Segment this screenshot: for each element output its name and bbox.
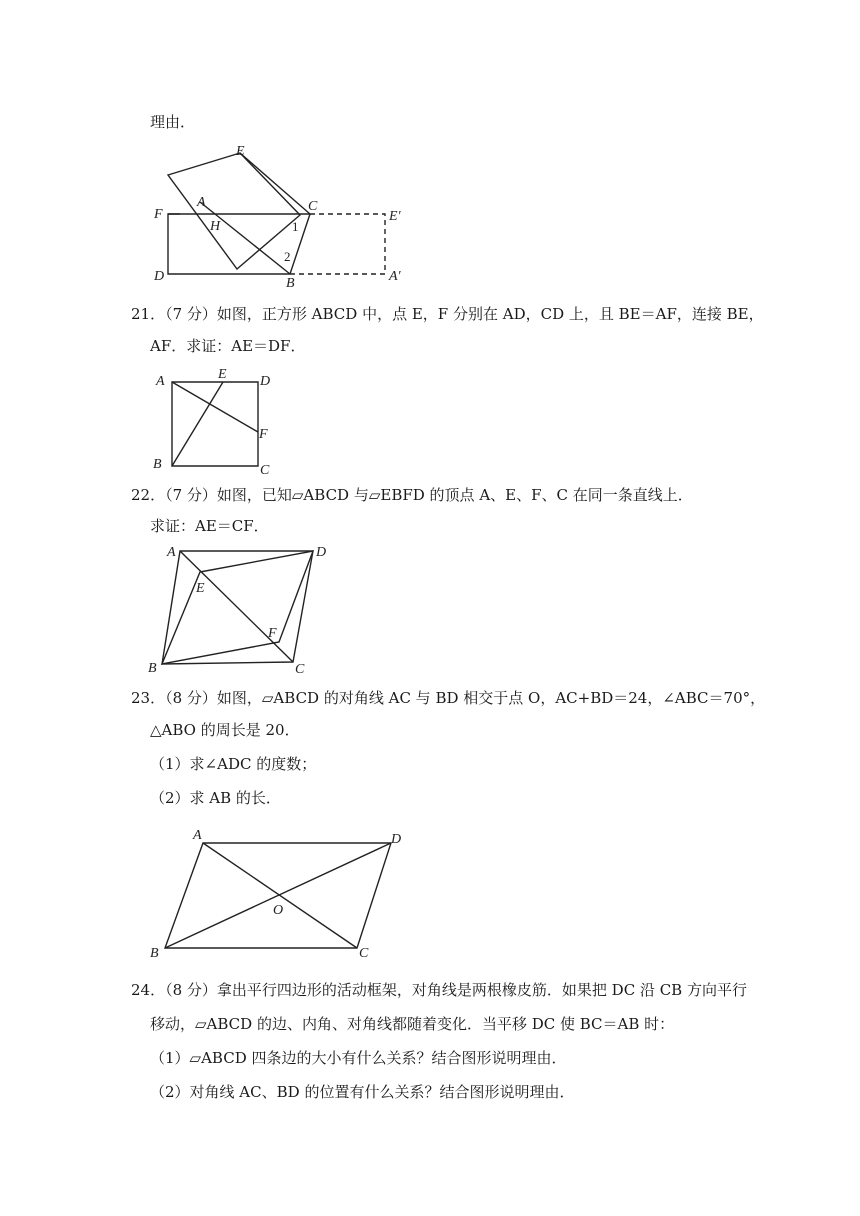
fig20-label-E-prime: E′ <box>389 209 401 224</box>
fig20-label-C: C <box>308 199 318 214</box>
problem-24-part-2: （2）对角线 AC、BD 的位置有什么关系？结合图形说明理由． <box>150 1083 575 1101</box>
fig20-edge-EC <box>240 153 310 214</box>
fig22-label-E: E <box>196 581 205 596</box>
figure-problem-23 <box>145 822 415 964</box>
fig21-label-E: E <box>218 367 227 382</box>
fig22-label-C: C <box>295 662 305 677</box>
fig21-label-F: F <box>259 427 268 442</box>
fig21-segment-AF <box>172 382 258 432</box>
fig21-label-B: B <box>153 457 162 472</box>
fig22-label-A: A <box>167 545 176 560</box>
fig20-dashed-rect <box>290 214 385 274</box>
fig23-label-B: B <box>150 946 159 961</box>
fig23-diagonal-BD <box>165 843 391 948</box>
fig23-label-C: C <box>359 946 369 961</box>
problem-24-line-1: 24．（8 分）拿出平行四边形的活动框架，对角线是两根橡皮筋．如果把 DC 沿 CB 方向平行 <box>131 981 747 999</box>
fig21-label-C: C <box>260 463 270 478</box>
problem-22-line-1: 22．（7 分）如图，已知▱ABCD 与▱EBFD 的顶点 A、E、F、C 在同一条直线上． <box>131 486 693 504</box>
problem-24-part-1: （1）▱ABCD 四条边的大小有什么关系？结合图形说明理由． <box>150 1049 567 1067</box>
figure-problem-22 <box>145 540 345 675</box>
fig23-label-A: A <box>193 828 202 843</box>
fig20-label-F: F <box>154 207 163 222</box>
fig20-label-H: H <box>210 219 221 234</box>
fig20-rectangle-ABCD-folded <box>168 153 300 269</box>
fig20-label-B: B <box>286 276 295 291</box>
fig20-label-A-prime: A′ <box>389 269 401 284</box>
fig23-diagonal-AC <box>203 843 357 948</box>
fig20-rectangle-left <box>168 214 290 274</box>
fig23-label-O: O <box>273 903 284 918</box>
problem-21-line-2: AF．求证：AE＝DF． <box>150 337 306 355</box>
problem-23-part-1: （1）求∠ADC 的度数； <box>150 755 317 773</box>
problem-23-part-2: （2）求 AB 的长． <box>150 789 281 807</box>
fig20-label-angle-1: 1 <box>292 219 299 234</box>
figure-problem-20 <box>140 140 430 291</box>
problem-24-line-2: 移动，▱ABCD 的边、内角、对角线都随着变化．当平移 DC 使 BC＝AB 时： <box>150 1015 675 1033</box>
fig21-label-D: D <box>260 374 271 389</box>
problem-21-line-1: 21．（7 分）如图，正方形 ABCD 中，点 E，F 分别在 AD，CD 上，且 BE＝AF，连接 BE， <box>131 305 764 323</box>
problem-22-line-2: 求证：AE＝CF． <box>150 517 269 535</box>
text-line-reason: 理由． <box>150 113 196 131</box>
figure-problem-21 <box>148 364 288 476</box>
fig22-label-F: F <box>268 626 277 641</box>
fig21-segment-BE <box>172 382 223 466</box>
fig20-label-E: E <box>236 144 245 159</box>
fig20-label-D: D <box>154 269 165 284</box>
fig21-label-A: A <box>156 374 165 389</box>
fig22-label-B: B <box>148 661 157 676</box>
problem-23-line-2: △ABO 的周长是 20． <box>150 721 300 739</box>
problem-23-line-1: 23．（8 分）如图，▱ABCD 的对角线 AC 与 BD 相交于点 O，AC+BD＝24，∠ABC＝70°， <box>131 689 766 707</box>
fig22-label-D: D <box>316 545 327 560</box>
fig22-diagonal-AC <box>180 551 293 662</box>
fig20-label-A: A <box>197 195 206 210</box>
fig23-label-D: D <box>391 832 402 847</box>
fig20-label-angle-2: 2 <box>284 249 291 264</box>
